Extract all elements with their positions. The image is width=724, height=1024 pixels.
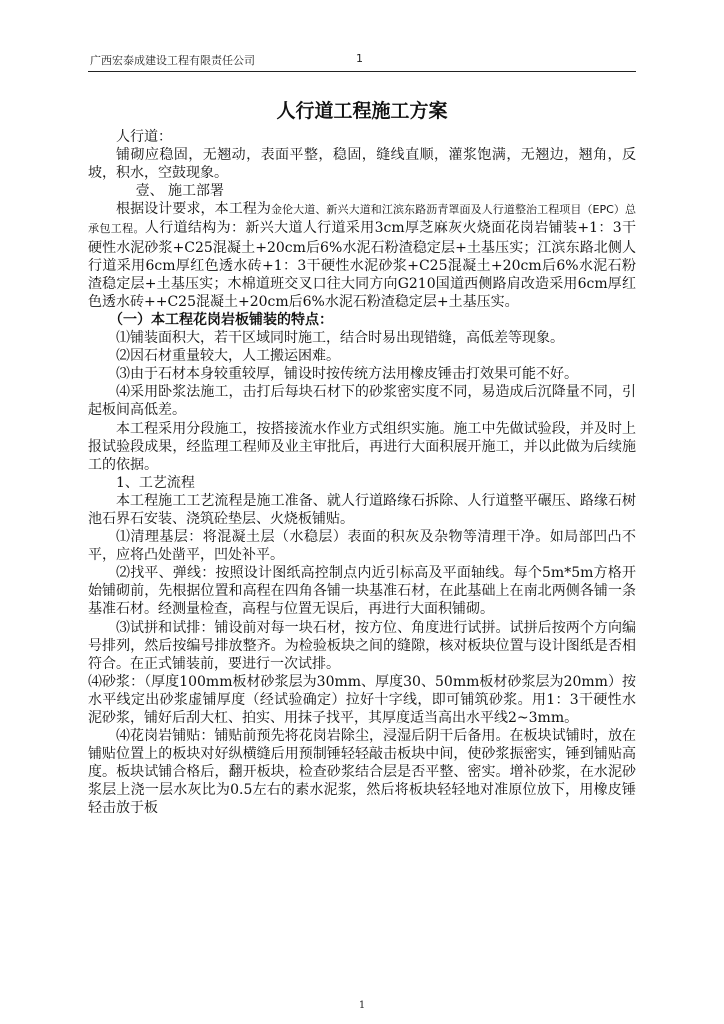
paragraph: 本工程施工工艺流程是施工准备、就人行道路缘石拆除、人行道整平碾压、路缘石树池石界石安装、浇筑砼垫层、火烧板铺贴。 <box>88 492 636 527</box>
text-run: 根据设计要求，本工程为 <box>116 201 271 218</box>
list-item: ⑶由于石材本身较重较厚，铺设时按传统方法用橡皮锤击打效果可能不好。 <box>116 366 578 383</box>
company-name: 广西宏泰成建设工程有限责任公司 <box>90 54 255 67</box>
subsection-heading: （一）本工程花岗岩板铺装的特点： <box>109 311 333 328</box>
paragraph: 铺砌应稳固，无翘动，表面平整，稳固，缝线直顺，灌浆饱满，无翘边，翘角，反坡，积水，空鼓现象。 <box>88 147 636 182</box>
page-header <box>88 50 636 72</box>
section-heading: 1、工艺流程 <box>116 474 195 491</box>
list-item: ⑴铺装面积大，若干区域同时施工，结合时易出现错缝，高低差等现象。 <box>116 330 564 347</box>
section-heading: 壹、 施工部署 <box>135 183 225 200</box>
document-body <box>88 128 636 818</box>
header-page-number: 1 <box>356 52 363 65</box>
paragraph: ⑵找平、弹线：按照设计图纸高控制点内近引标高及平面轴线。每个5m*5m方格开始铺砌前，先根据位置和高程在四角各铺一块基准石材，在此基础上在南北两侧各铺一条基准石材。经测量检查，高程与位置无误后，再进行大面积铺砌。 <box>88 565 636 618</box>
paragraph: ⑷砂浆：（厚度100mm板材砂浆层为30mm、厚度30、50mm板材砂浆层为20mm）按水平线定出砂浆虚铺厚度（经试验确定）拉好十字线，即可铺筑砂浆。用1：3干硬性水泥砂浆，铺好后刮大杠、拍实、用抹子找平，其厚度适当高出水平线2~3mm。 <box>88 673 636 726</box>
paragraph <box>88 200 636 311</box>
document-title: 人行道工程施工方案 <box>276 100 448 122</box>
header-rule <box>88 71 636 72</box>
paragraph: ⑶试拼和试排：铺设前对每一块石材，按方位、角度进行试拼。试拼后按两个方向编号排列，然后按编号排放整齐。为检验板块之间的缝隙，核对板块位置与设计图纸是否相符合。在正式铺装前，要进行一次试排。 <box>88 619 636 672</box>
paragraph: ⑴清理基层：将混凝土层（水稳层）表面的积灰及杂物等清理干净。如局部凹凸不平，应将凸处凿平，凹处补平。 <box>88 529 636 564</box>
text-run: 人行道结构为：新兴大道人行道采用3cm厚芝麻灰火烧面花岗岩铺装+1：3干硬性水泥砂浆+C25混凝土+20cm后6%水泥石粉渣稳定层+土基压实；江滨东路北侧人行道采用6cm厚红色透水砖+1：3干硬性水泥砂浆+C25混凝土+20cm后6%水泥石粉渣稳定层+土基压实；木棉道班交叉口往大同方向G210国道西侧路肩改造采用6cm厚红色透水砖++C25混凝土+20cm后6%水泥石粉渣稳定层+土基压实。 <box>88 220 637 310</box>
paragraph: 本工程采用分段施工，按搭接流水作业方式组织实施。施工中先做试验段，并及时上报试验段成果，经监理工程师及业主审批后，再进行大面积展开施工，并以此做为后续施工的依据。 <box>88 420 636 473</box>
paragraph: 人行道： <box>116 129 172 145</box>
page-footer-number: 1 <box>358 1000 366 1011</box>
paragraph: ⑷花岗岩铺贴：铺贴前预先将花岗岩除尘，浸湿后阴干后备用。在板块试铺时，放在铺贴位置上的板块对好纵横缝后用预制锤轻轻敲击板块中间，使砂浆振密实，锤到铺贴高度。板块试铺合格后，翻开板块，检查砂浆结合层是否平整、密实。增补砂浆，在水泥砂浆层上浇一层水灰比为0.5左右的素水泥浆，然后将板块轻轻地对准原位放下，用橡皮锤轻击放于板 <box>88 728 636 817</box>
list-item: ⑷采用卧浆法施工，击打后每块石材下的砂浆密实度不同，易造成后沉降量不同，引起板间高低差。 <box>88 384 636 419</box>
list-item: ⑵因石材重量较大，人工搬运困难。 <box>116 348 340 365</box>
project-name: 金伦大道、新兴大道和江滨东路沥青罩面及人行道整治工程项目（EPC）总承包工程。 <box>88 203 637 236</box>
